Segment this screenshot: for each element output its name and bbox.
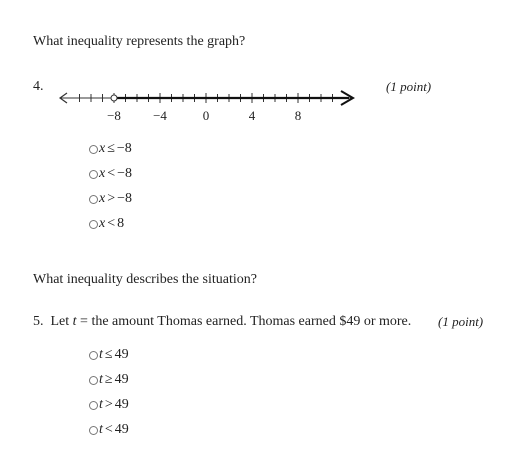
q4-prompt: What inequality represents the graph? — [33, 34, 246, 49]
q4-option-4[interactable]: x < 8 — [89, 215, 132, 233]
number-line-graphic — [60, 91, 353, 123]
radio-button[interactable] — [89, 351, 98, 360]
q5-option-2[interactable]: t ≥ 49 — [89, 371, 129, 389]
tick-label: 0 — [202, 108, 210, 123]
tick-label: 8 — [294, 108, 302, 123]
q4-option-3[interactable]: x > −8 — [89, 190, 132, 208]
q4-points: (1 point) — [386, 79, 432, 94]
radio-button[interactable] — [89, 170, 98, 179]
q5-options — [89, 346, 129, 439]
radio-button[interactable] — [89, 220, 98, 229]
q4-option-2[interactable]: x < −8 — [89, 165, 132, 183]
open-circle — [111, 95, 117, 101]
q5-option-3[interactable]: t > 49 — [89, 396, 129, 414]
number-line — [55, 84, 365, 126]
radio-button[interactable] — [89, 195, 98, 204]
q4-options — [89, 140, 132, 233]
tick-label: −8 — [107, 108, 121, 123]
q4-number: 4. — [33, 79, 44, 94]
radio-button[interactable] — [89, 426, 98, 435]
tick-label: 4 — [248, 108, 256, 123]
q4-option-1[interactable]: x ≤ −8 — [89, 140, 132, 158]
q5-prompt: What inequality describes the situation? — [33, 272, 257, 287]
q5-option-1[interactable]: t ≤ 49 — [89, 346, 129, 364]
radio-button[interactable] — [89, 376, 98, 385]
q5-number: 5. — [33, 314, 44, 329]
q5-stem: 5. Let t = the amount Thomas earned. Thomas earned $49 or more. — [33, 314, 412, 329]
q5-points: (1 point) — [438, 314, 484, 329]
radio-button[interactable] — [89, 401, 98, 410]
tick-label: −4 — [153, 108, 167, 123]
q5-option-4[interactable]: t < 49 — [89, 421, 129, 439]
radio-button[interactable] — [89, 145, 98, 154]
